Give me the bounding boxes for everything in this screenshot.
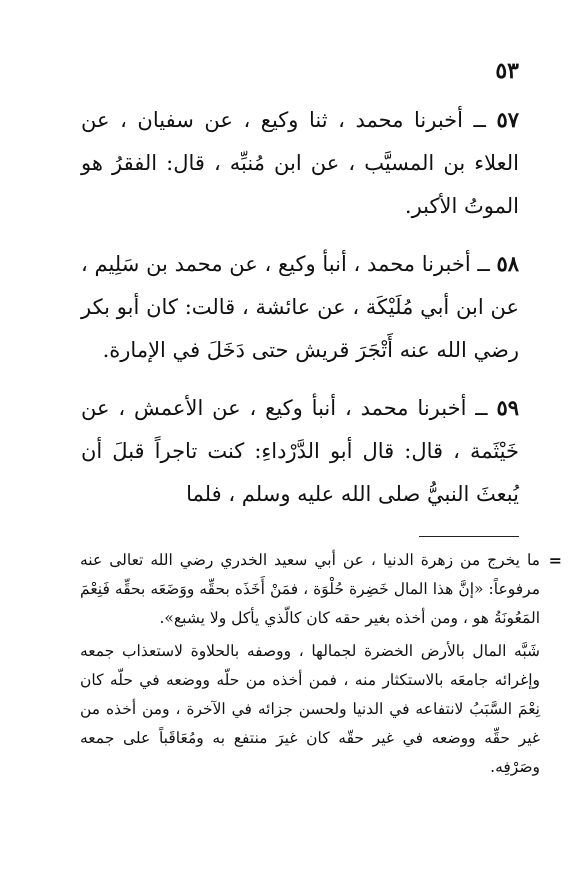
hadith-text: ــ أخبرنا محمد ، ثنا وكيع ، عن سفيان ، عن العلاء بن المسيَّب ، عن ابن مُنبِّه ، قال: الفقرُ هو الموتُ الأكبر. xyxy=(81,108,519,218)
footnote-text: ما يخرج من زهرة الدنيا ، عن أبي سعيد الخدري رضي الله تعالى عنه مرفوعاً: «إنَّ هذا المال خَضِرة حُلْوَة ، فمَنْ أَخَذَه بحقِّه ووَضَعَه بحقِّه فَنِعْمَ المَعُونَةُ هو ، ومن أخذه بغير حقه كان كالّذي يأكل ولا يشبع». xyxy=(80,551,540,627)
footnotes xyxy=(80,546,562,782)
hadith-text: ــ أخبرنا محمد ، أنبأ وكيع ، عن محمد بن سَلِيم ، عن ابن أبي مُلَيْكَة ، عن عائشة ، قالت: كان أبو بكر رضي الله عنه أَتْجَرَ قريش حتى دَخَلَ في الإمارة. xyxy=(81,252,519,362)
hadith-number: ٥٧ xyxy=(496,107,519,132)
footnote-divider xyxy=(419,536,519,537)
hadith-58 xyxy=(81,242,519,372)
hadith-text: ــ أخبرنا محمد ، أنبأ وكيع ، عن الأعمش ، عن خَيْثَمة ، قال: قال أبو الدَّرْداءِ: كنت تاجراً قبلَ أن يُبعثَ النبيُّ صلى الله عليه وسلم ، فلما xyxy=(81,396,519,506)
page-number: ٥٣ xyxy=(495,58,519,84)
hadith-57 xyxy=(81,98,519,228)
hadith-59 xyxy=(81,386,519,516)
main-text xyxy=(81,98,519,530)
footnote-paragraph xyxy=(80,546,562,633)
hadith-number: ٥٨ xyxy=(496,251,519,276)
footnote-continuation-marker: = xyxy=(548,551,562,570)
hadith-number: ٥٩ xyxy=(496,395,519,420)
footnote-paragraph xyxy=(80,637,540,782)
footnote-text: شَبَّه المال بالأرض الخضرة لجمالها ، ووصفه بالحلاوة لاستعذاب جمعه وإغرائه جامعَه بالاستكثار منه ، فمن أخذه من حلّه ووضعه في حلّه كان نِعْمَ السَّبَبُ لانتفاعه في الدنيا ولحسن جزائه في الآخرة ، ومن أخذه من غير حقِّه ووضعه في غير حقّه كان غيرَ منتفع به ومُعَاقَباً على جمعه وصَرْفِه. xyxy=(80,642,540,776)
